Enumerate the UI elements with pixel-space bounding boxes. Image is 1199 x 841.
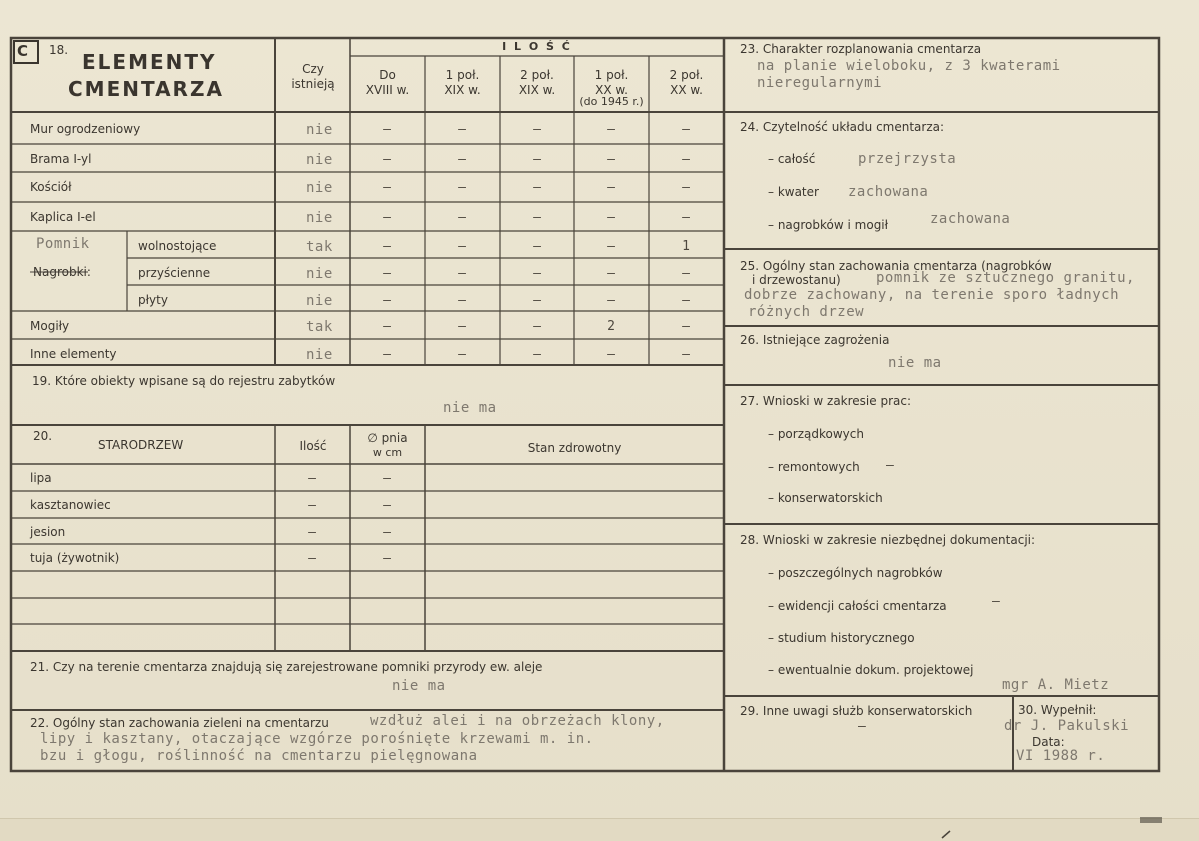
nagrobki-printed: Nagrobki: [33,265,91,279]
element-exists: nie [306,180,333,196]
element-count-cell: – [607,239,615,254]
q20-col-pnia: ∅ pnia [367,431,408,445]
element-count-cell: – [607,152,615,167]
q28-ewidencji-value: – [992,594,1000,609]
element-count-cell: – [607,347,615,362]
element-label: Brama I-yl [30,152,92,166]
period-header-3-l1: 2 poł. [520,68,554,82]
element-count-cell: – [607,266,615,281]
element-count-cell: – [458,239,466,254]
period-header-2-l2: XIX w. [444,83,481,97]
section-title-line2: CMENTARZA [68,77,224,101]
element-count-cell: – [383,180,391,195]
q24-item-kwater: – kwater [768,185,819,199]
period-header-4-l1: 1 poł. [594,68,629,82]
element-label: przyścienne [138,266,211,280]
nagrobki-typed: Pomnik [36,236,90,252]
element-count-cell: – [458,210,466,225]
q23-line2: nieregularnymi [757,75,883,91]
element-exists: nie [306,266,333,282]
element-count-cell: – [607,293,615,308]
q23-line1: na planie wieloboku, z 3 kwaterami [757,58,1061,74]
element-count-cell: – [533,347,541,362]
period-header-1-l2: XVIII w. [365,83,410,97]
q28-item-projektowej: – ewentualnie dokum. projektowej [768,663,974,677]
q20-title: STARODRZEW [98,438,184,452]
element-label: Inne elementy [30,347,117,361]
element-count-cell: – [607,210,615,225]
element-exists: nie [306,122,333,138]
element-count-cell: – [458,347,466,362]
element-count-cell: – [682,347,690,362]
element-exists: tak [306,319,333,335]
section-title-line1: ELEMENTY [82,50,217,74]
element-count-cell: – [533,122,541,137]
element-count-cell: – [682,210,690,225]
q27-item-porzadkowych: – porządkowych [768,427,864,441]
q26-label: 26. Istniejące zagrożenia [740,333,890,347]
tree-ilosc: – [308,498,316,513]
q30-name: dr J. Pakulski [1004,718,1130,734]
q22-label: 22. Ogólny stan zachowania zieleni na cmentarzu [30,716,329,730]
q24-item-calosc: – całość [768,152,816,166]
element-count-cell: – [607,122,615,137]
period-header-3-l2: XIX w. [518,83,556,97]
element-exists: tak [306,239,333,255]
q25-line1: pomnik ze sztucznego granitu, [876,270,1135,286]
element-label: wolnostojące [138,239,217,253]
q28-item-studium: – studium historycznego [768,631,915,645]
q24-value-kwater: zachowana [848,184,929,200]
q29-label: 29. Inne uwagi służb konserwatorskich [740,704,973,718]
element-count-cell: – [383,319,391,334]
element-count-cell: – [682,266,690,281]
q27-item-remontowych: – remontowych [768,460,860,474]
element-count-cell: – [682,319,690,334]
element-count-cell: – [682,122,690,137]
element-count-cell: 1 [682,239,690,254]
tree-name: tuja (żywotnik) [30,551,120,565]
section-letter: C [17,42,29,60]
element-count-cell: – [383,293,391,308]
element-count-cell: – [383,266,391,281]
period-header-2-l1: 1 poł. [445,68,480,82]
element-count-cell: – [533,293,541,308]
q30-date: VI 1988 r. [1016,748,1106,764]
element-label: Kościół [30,180,72,194]
element-count-cell: – [458,122,466,137]
element-count-cell: – [383,122,391,137]
element-count-cell: – [533,180,541,195]
element-count-cell: – [383,152,391,167]
period-header-5-l1: 2 poł. [669,68,704,82]
element-count-cell: – [607,180,615,195]
element-count-cell: – [533,239,541,254]
q22-line3: bzu i głogu, roślinność na cmentarzu pielęgnowana [40,748,478,764]
q20-col-ilosc: Ilość [299,439,327,453]
period-header-4-l3: (do 1945 r.) [579,95,644,108]
q23-label: 23. Charakter rozplanowania cmentarza [740,42,982,56]
tree-name: jesion [30,525,66,539]
section-number: 18. [49,43,69,57]
tree-pnia: – [383,525,391,540]
q30-label: 30. Wypełnił: [1018,703,1097,717]
tree-ilosc: – [308,551,316,566]
element-count-cell: – [458,152,466,167]
element-label: płyty [138,293,168,307]
tree-pnia: – [383,471,391,486]
header-istnieja: istnieją [291,77,335,91]
q21-label: 21. Czy na terenie cmentarza znajdują się zarejestrowane pomniki przyrody ew. aleje [30,660,543,674]
element-count-cell: – [533,266,541,281]
q20-col-stan: Stan zdrowotny [527,441,622,455]
element-count-cell: – [682,180,690,195]
element-count-cell: – [458,180,466,195]
element-exists: nie [306,293,333,309]
element-count-cell: – [682,152,690,167]
tree-pnia: – [383,551,391,566]
q20-number: 20. [33,429,53,443]
element-count-cell: – [383,210,391,225]
q21-answer: nie ma [392,678,446,694]
element-count-cell: 2 [607,319,615,334]
q24-value-calosc: przejrzysta [858,151,957,167]
q25-label2: i drzewostanu) [752,273,841,287]
tree-ilosc: – [308,471,316,486]
period-header-5-l2: XX w. [670,83,703,97]
element-count-cell: – [458,319,466,334]
q22-line2: lipy i kasztany, otaczające wzgórze porośnięte krzewami m. in. [40,731,594,747]
q19-answer: nie ma [443,400,497,416]
q22-line1: wzdłuż alei i na obrzeżach klony, [370,713,665,729]
element-count-cell: – [458,266,466,281]
q20-col-pnia-unit: w cm [372,446,403,459]
q28-item-ewidencji: – ewidencji całości cmentarza [768,599,947,613]
q28-label: 28. Wnioski w zakresie niezbędnej dokumentacji: [740,533,1036,547]
element-label: Mogiły [30,319,70,333]
tree-pnia: – [383,498,391,513]
element-count-cell: – [533,152,541,167]
tree-name: lipa [30,471,52,485]
q19-label: 19. Które obiekty wpisane są do rejestru zabytków [32,374,336,388]
element-label: Kaplica I-el [30,210,96,224]
q26-answer: nie ma [888,355,942,371]
q27-label: 27. Wnioski w zakresie prac: [740,394,912,408]
tree-ilosc: – [308,525,316,540]
element-count-cell: – [533,319,541,334]
q25-line2: dobrze zachowany, na terenie sporo ładnych [744,287,1120,303]
element-count-cell: – [682,293,690,308]
period-header-1-l1: Do [379,68,396,82]
element-count-cell: – [458,293,466,308]
q27-remont-value: – [886,458,894,473]
q24-value-nagrobkow: zachowana [930,211,1011,227]
element-count-cell: – [533,210,541,225]
period-header-4-l2: XX w. [595,83,628,97]
q30-date-label: Data: [1032,735,1065,749]
q25-label: 25. Ogólny stan zachowania cmentarza (nagrobków [740,259,1052,273]
q29-answer: – [858,719,866,734]
element-exists: nie [306,210,333,226]
q28-signature: mgr A. Mietz [1002,677,1110,693]
tree-name: kasztanowiec [30,498,111,512]
q24-label: 24. Czytelność układu cmentarza: [740,120,945,134]
q24-item-nagrobkow: – nagrobków i mogił [768,218,889,232]
q27-item-konserwatorskich: – konserwatorskich [768,491,883,505]
header-ilosc: I L O Ś Ć [502,40,572,53]
element-count-cell: – [383,239,391,254]
element-label: Mur ogrodzeniowy [30,122,141,136]
element-exists: nie [306,152,333,168]
element-exists: nie [306,347,333,363]
element-count-cell: – [383,347,391,362]
header-czy: Czy [302,62,324,76]
q25-line3: różnych drzew [748,304,865,320]
q28-item-nagrobkow: – poszczególnych nagrobków [768,566,943,580]
